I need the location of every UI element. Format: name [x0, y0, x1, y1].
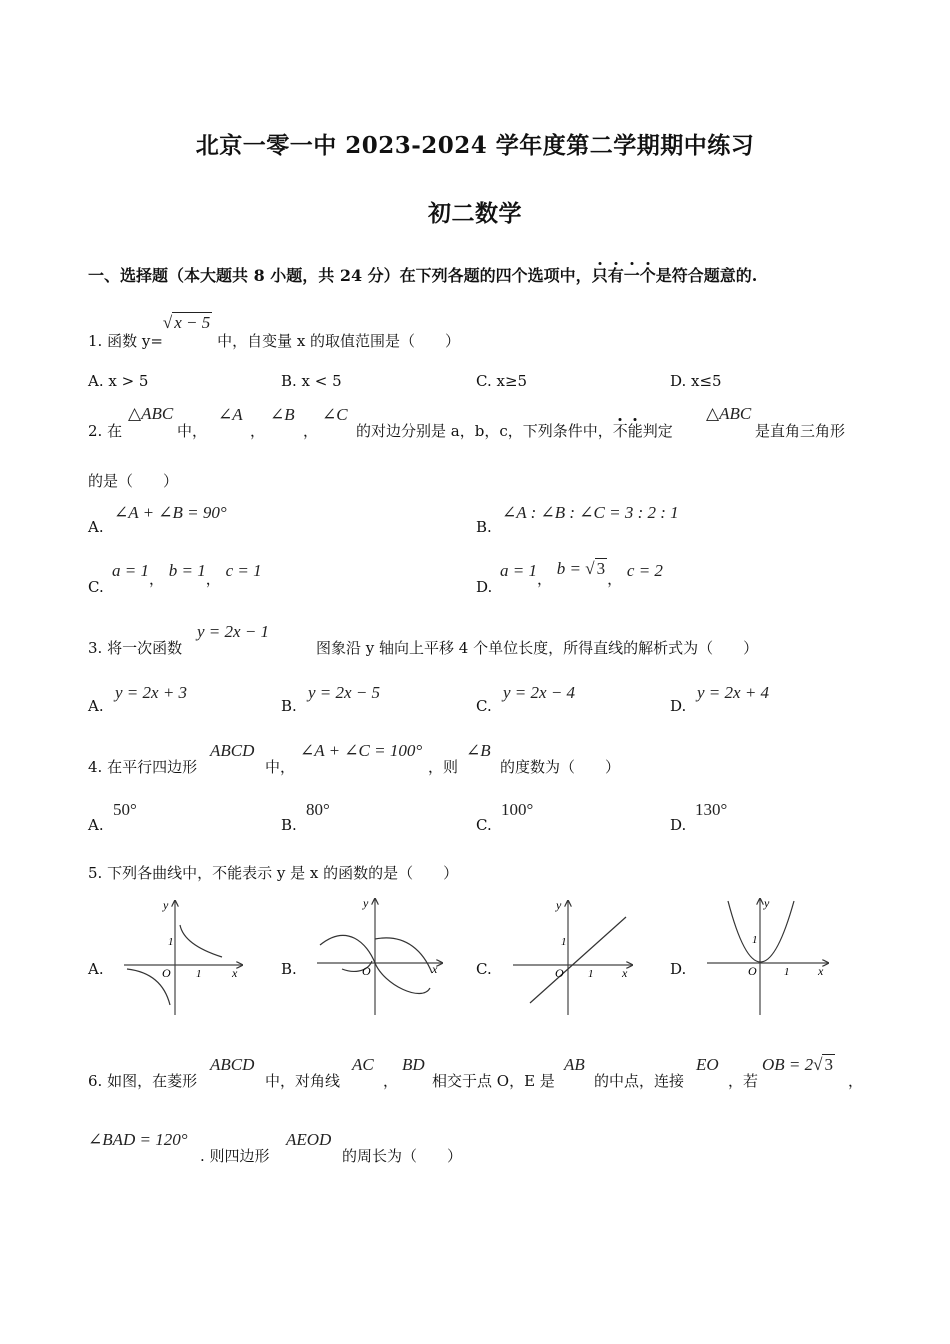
q2-option-a-label[interactable]: A.: [88, 518, 104, 536]
section-tail: 是符合题意的.: [655, 266, 758, 285]
q3-option-b-expr: y = 2x − 5: [308, 683, 381, 702]
q2-d-c: c = 2: [626, 561, 663, 580]
section-heading: [88, 263, 757, 286]
q6-eo: EO: [696, 1055, 719, 1074]
q6-mid3: 的中点，连接: [594, 1072, 685, 1090]
axis-y-label: y: [556, 898, 562, 912]
q2-d-b: b =: [556, 559, 586, 578]
q6-ob: [762, 1055, 835, 1075]
q2-triangle: △ABC: [128, 404, 174, 423]
q2-d-comma2: ，: [607, 570, 623, 588]
tick-one-y: 1: [168, 936, 174, 948]
q2-c-a: a = 1: [112, 561, 149, 580]
q4-option-d-expr: 130°: [695, 800, 728, 819]
q2-pre: 在: [107, 422, 123, 440]
q4-number: 4.: [88, 758, 103, 776]
q2-c-comma2: ，: [205, 570, 221, 588]
q2-d-a: a = 1: [500, 561, 537, 580]
curve-2: [375, 938, 432, 973]
q2-sep-1: ，: [250, 422, 266, 440]
section-emphasis: 只有一个: [591, 266, 656, 285]
q2-option-b-label[interactable]: B.: [476, 518, 492, 536]
q6-number-pre: [88, 1070, 197, 1091]
q4-option-c-label[interactable]: C.: [476, 816, 492, 834]
parabola: [728, 901, 794, 962]
q4-option-c-expr: 100°: [501, 800, 534, 819]
q4-number-pre: [88, 756, 197, 777]
q3-function: y = 2x − 1: [197, 622, 270, 641]
q4-condition: ∠A + ∠C = 100°: [300, 741, 423, 760]
question-1: [88, 313, 461, 351]
q6-mid4: ，若: [728, 1072, 759, 1090]
q5-graph-c: [508, 895, 638, 1017]
q2-option-d-label[interactable]: D.: [476, 578, 493, 596]
q2-c-b: b = 1: [168, 561, 206, 580]
origin-label: O: [362, 964, 371, 978]
q3-option-a-expr: y = 2x + 3: [115, 683, 188, 702]
q2-line2: 的是（ ）: [88, 472, 179, 490]
q3-option-d-label[interactable]: D.: [670, 697, 687, 715]
q2-mid: 中，: [177, 422, 208, 440]
q6-pre: 如图，在菱形: [107, 1072, 198, 1090]
origin-label: O: [555, 966, 564, 980]
q3-option-c-expr: y = 2x − 4: [503, 683, 576, 702]
q1-option-a[interactable]: A. x > 5: [88, 372, 149, 390]
q5-graph-d: [702, 893, 834, 1017]
q4-option-a-label[interactable]: A.: [88, 816, 104, 834]
q4-pre: 在平行四边形: [107, 758, 198, 776]
q1-option-d[interactable]: D. x≤5: [670, 372, 722, 390]
q5-graph-b: [312, 893, 452, 1017]
q2-d-b-sign: √: [585, 559, 595, 578]
origin-label: O: [748, 964, 757, 978]
page-subtitle: 初二数学: [428, 200, 522, 227]
axis-x-label: x: [622, 966, 628, 980]
tick-one-x: 1: [588, 968, 594, 980]
q4-option-d-label[interactable]: D.: [670, 816, 687, 834]
q6-mid2: 相交于点 O，E 是: [432, 1072, 555, 1090]
q2-angle-a: ∠A: [218, 405, 243, 424]
q4-parallelogram: ABCD: [210, 741, 255, 760]
axis-y-label: y: [163, 898, 169, 912]
q3-post: 图象沿 y 轴向上平移 4 个单位长度，所得直线的解析式为（ ）: [316, 639, 759, 657]
tick-one-y: 1: [752, 934, 758, 946]
q6-bd: BD: [402, 1055, 425, 1074]
q2-d-b-rad: 3: [596, 559, 606, 578]
q2-angle-c: ∠C: [322, 405, 348, 424]
q2-number-pre: [88, 420, 122, 441]
axis-y-label: y: [363, 896, 369, 910]
q2-c-c: c = 1: [225, 561, 262, 580]
q2-d-comma1: ，: [536, 570, 552, 588]
q6-quad: AEOD: [286, 1130, 332, 1149]
tick-one-x: 1: [196, 968, 202, 980]
q6-line2-b: 的周长为（ ）: [342, 1147, 463, 1165]
q2-text3: 是直角三角形: [755, 422, 846, 440]
section-label: 一、选择题（本大题共 8 小题，共 24 分）在下列各题的四个选项中，: [88, 266, 592, 285]
q4-angle-b: ∠B: [466, 741, 491, 760]
q4-option-b-expr: 80°: [306, 800, 330, 819]
q6-angle-bad: ∠BAD = 120°: [88, 1130, 188, 1149]
q2-text2: 判定: [642, 422, 673, 440]
q2-angle-b: ∠B: [270, 405, 295, 424]
origin-label: O: [162, 966, 171, 980]
q4-post: 的度数为（ ）: [500, 758, 621, 776]
q2-sep-2: ，: [303, 422, 319, 440]
q4-then: ，则: [428, 758, 459, 776]
q2-option-d-expr: [500, 559, 663, 589]
q1-option-b[interactable]: B. x < 5: [281, 372, 342, 390]
q2-number: 2.: [88, 422, 103, 440]
q5-option-c-label[interactable]: C.: [476, 960, 492, 978]
curve-branch-1: [180, 925, 222, 957]
q3-option-b-label[interactable]: B.: [281, 697, 297, 715]
q1-pre: 函数 y=: [107, 332, 163, 350]
page-title: 北京一零一中 2023-2024 学年度第二学期期中练习: [195, 132, 755, 159]
axis-y-label: y: [764, 896, 770, 910]
q5-question: 下列各曲线中，不能表示 y 是 x 的函数的是（ ）: [107, 864, 459, 882]
q4-option-b-label[interactable]: B.: [281, 816, 297, 834]
q6-end: ，: [848, 1072, 864, 1090]
q1-radicand: x − 5: [174, 313, 211, 332]
q4-mid: 中，: [265, 758, 296, 776]
q5-option-a-label[interactable]: A.: [88, 960, 104, 978]
q6-line2-a: . 则四边形: [200, 1147, 270, 1165]
q2-option-c-expr: [112, 561, 262, 589]
axis-x-label: x: [232, 966, 238, 980]
q3-option-a-label[interactable]: A.: [88, 697, 104, 715]
q6-number: 6.: [88, 1072, 103, 1090]
q6-rhombus: ABCD: [210, 1055, 255, 1074]
tick-one-x: 1: [784, 966, 790, 978]
q1-post: 中，自变量 x 的取值范围是（ ）: [217, 332, 461, 350]
q2-option-b-expr: ∠A : ∠B : ∠C = 3 : 2 : 1: [502, 503, 679, 522]
q2-option-a-expr: ∠A + ∠B = 90°: [114, 503, 227, 522]
q2-text1: 的对边分别是 a，b，c，下列条件中，: [356, 422, 613, 440]
q3-option-d-expr: y = 2x + 4: [697, 683, 770, 702]
q6-ob-sign: √: [813, 1055, 823, 1074]
q2-text: 的对边分别是 a，b，c，下列条件中，不能判定: [356, 422, 673, 440]
q5-option-b-label[interactable]: B.: [281, 960, 297, 978]
axis-x-label: x: [432, 962, 438, 976]
q6-sep: ，: [383, 1072, 399, 1090]
q3-option-c-label[interactable]: C.: [476, 697, 492, 715]
q6-ob-rad: 3: [824, 1055, 833, 1074]
q3-pre: 将一次函数: [107, 639, 183, 657]
tick-one-y: 1: [561, 936, 567, 948]
q5-text: [88, 862, 458, 883]
q3-number-pre: [88, 637, 182, 658]
q1-number: 1.: [88, 332, 103, 350]
q2-option-c-label[interactable]: C.: [88, 578, 104, 596]
q1-option-c[interactable]: C. x≥5: [476, 372, 528, 390]
line-graph: [530, 917, 626, 1003]
q5-option-d-label[interactable]: D.: [670, 960, 687, 978]
q5-number: 5.: [88, 864, 103, 882]
q6-ab: AB: [564, 1055, 585, 1074]
q2-triangle-2: △ABC: [706, 404, 752, 423]
q6-ac: AC: [352, 1055, 374, 1074]
q4-option-a-expr: 50°: [113, 800, 137, 819]
q5-graph-a: [112, 895, 252, 1017]
q6-ob-pre: OB = 2: [762, 1055, 814, 1074]
q3-number: 3.: [88, 639, 103, 657]
q2-c-comma1: ，: [148, 570, 164, 588]
q1-radical-sign: √: [162, 313, 173, 332]
axis-x-label: x: [818, 964, 824, 978]
q6-mid: 中，对角线: [265, 1072, 341, 1090]
